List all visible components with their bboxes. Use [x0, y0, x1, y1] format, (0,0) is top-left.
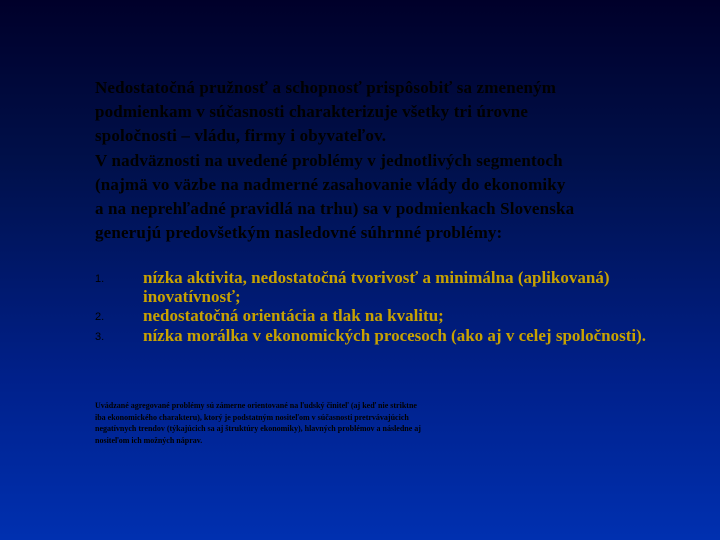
- intro-line: (najmä vo väzbe na nadmerné zasahovanie vlády do ekonomiky: [95, 174, 566, 194]
- list-item-text: nedostatočná orientácia a tlak na kvalitu;: [143, 306, 444, 326]
- list-item: [95, 306, 655, 325]
- intro-line: podmienkam v súčasnosti charakterizuje všetky tri úrovne: [95, 102, 529, 122]
- footnote-line: Uvádzané agregované problémy sú zámerne orientované na ľudský činiteľ (aj keď nie striktne: [95, 401, 417, 410]
- footnote: [95, 400, 515, 446]
- list-item: [95, 326, 655, 345]
- footnote-line: iba ekonomického charakteru), ktorý je podstatným nositeľom v súčasnosti pretrvávajúcich: [95, 412, 409, 422]
- intro-line: a na neprehľadné pravidlá na trhu) sa v podmienkach Slovenska: [95, 199, 575, 219]
- list-item-text: nízka morálka v ekonomických procesoch (ako aj v celej spoločnosti).: [143, 325, 647, 345]
- intro-line: generujú predovšetkým nasledovné súhrnné problémy:: [95, 223, 503, 243]
- list-item: [95, 268, 655, 306]
- intro-line: Nedostatočná pružnosť a schopnosť prispôsobiť sa zmeneným: [95, 78, 557, 97]
- intro-paragraph: [95, 76, 675, 245]
- list-item-number: 1.: [95, 273, 105, 285]
- problem-list: [95, 268, 655, 345]
- intro-line: V nadväznosti na uvedené problémy v jednotlivých segmentoch: [95, 150, 563, 170]
- footnote-line: nositeľom ich možných náprav.: [95, 435, 203, 445]
- intro-line: spoločnosti – vládu, firmy i obyvateľov.: [95, 126, 387, 146]
- list-item-text: nízka aktivita, nedostatočná tvorivosť a minimálna (aplikovaná) inovatívnosť;: [143, 268, 610, 307]
- list-item-number: 2.: [95, 311, 105, 324]
- list-item-number: 3.: [95, 330, 105, 343]
- footnote-line: negatívnych trendov (týkajúcich sa aj štruktúry ekonomiky), hlavných problémov a následne aj: [95, 424, 421, 433]
